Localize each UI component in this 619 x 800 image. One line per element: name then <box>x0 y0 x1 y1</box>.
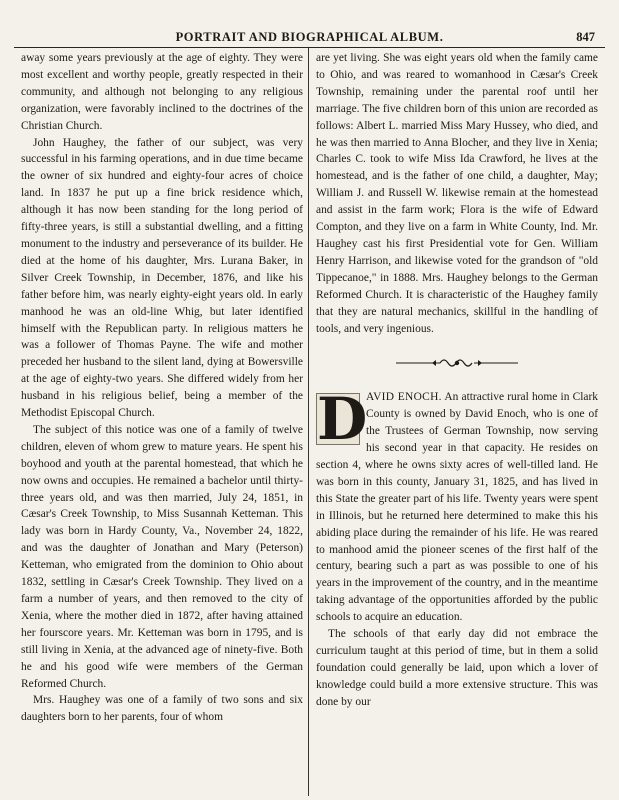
running-title: PORTRAIT AND BIOGRAPHICAL ALBUM. <box>175 30 444 44</box>
subject-name: AVID ENOCH. <box>366 391 442 404</box>
paragraph: away some years previously at the age of eighty. They were most excellent and worthy people, greatly respected in their community, and although not belonging to any religious organization, were favorably inclined to the doctrines of the Christian Church. <box>21 52 303 132</box>
page-header <box>0 0 619 52</box>
paragraph <box>316 385 598 626</box>
header-rule <box>14 47 605 48</box>
right-column <box>316 50 598 711</box>
paragraph: The subject of this notice was one of a family of twelve children, eleven of whom grew to mature years. He spent his boyhood and youth at the parental homestead, that which he now owns and occupies. He remained a bachelor until thirty-three years old, and was then married, July 24, 1851, in Cæsar's Creek Township, to Miss Susannah Ketteman. This lady was born in Hardy County, Va., November 24, 1822, and was the daughter of Jonathan and Mary (Peterson) Ketteman, who emigrated from the dominion to Ohio about 1832, settling in Cæsar's Creek Township. They lived on a farm a number of years, and then removed to the city of Xenia, where the mother died in 1872, after having attained her fourscore years. Mr. Ketteman was born in 1795, and is still living in Xenia, at the advanced age of ninety-five. Both he and his good wife were members of the German Reformed Church. <box>21 423 303 690</box>
ornamental-divider-icon <box>316 343 598 383</box>
column-divider <box>308 48 309 796</box>
left-column <box>21 50 303 726</box>
paragraph: John Haughey, the father of our subject, was very successful in his farming operations, and in due time became the owner of six hundred and eighty-four acres of choice land. In 1837 he put up a fine brick residence which, although it has now been standing for the long period of fifty-three years, is still a substantial dwelling, and a fitting monument to the industry and perseverance of its builder. He died at the home of his daughter, Mrs. Lurana Baker, in Silver Creek Township, in December, 1876, and like his father before him, was nearly eighty-eight years old. In early manhood he was an old-line Whig, but later identified himself with the Republican party. In religious matters he was a follower of Thomas Payne. The wife and mother preceded her husband to the silent land, dying at Bowersville at the age of eighty-two years. She differed widely from her husband in his religious belief, being a member of the Methodist Episcopal Church. <box>21 136 303 420</box>
paragraph-body: An attractive rural home in Clark County is owned by David Enoch, who is one of the Trustees of German Township, now serving his second year in that capacity. He resides on section 4, where he owns sixty acres of well-tilled land. He was born in this county, January 31, 1825, and has lived in this State the greater part of his life. Twenty years were spent in Illinois, but he returned here determined to make this his abiding place during the remainder of his life. He was reared to manhood amid the pioneer scenes of the first half of the century, bearing such a part as was possible to one of his years in the improvement of the country, and in the meantime taking advantage of the opportunities afforded by the public schools to acquire an education. <box>316 391 598 624</box>
drop-cap: D <box>317 385 368 454</box>
paragraph: are yet living. She was eight years old when the family came to Ohio, and was reared to womanhood in Cæsar's Creek Township, remaining under the parental roof until her marriage. The five children born of this union are recorded as follows: Albert L. married Miss Mary Hussey, who died, and he was then married to Anna Blocher, and they live in Xenia; Charles C. took to wife Miss Ida Crawford, he lives at the homestead, and is the father of one child, a daughter, May; William J. and Russell W. likewise remain at the homestead and assist in the farm work; Flora is the wife of Edward Compton, and they live on a farm in White County, Ind. Mr. Haughey cast his first Presidential vote for Gen. William Henry Harrison, and likewise voted for the grandson of "old Tippecanoe," in 1888. Mrs. Haughey belongs to the German Reformed Church. It is characteristic of the Haughey family that they are natural mechanics, skillful in the handling of tools, and very ingenious. <box>316 52 598 335</box>
paragraph: Mrs. Haughey was one of a family of two sons and six daughters born to her parents, four of whom <box>21 694 303 724</box>
paragraph: The schools of that early day did not embrace the curriculum taught at this period of time, but in them a solid foundation could generally be laid, upon which a lover of knowledge could build a more extensive structure. This was done by our <box>316 628 598 708</box>
page-number: 847 <box>576 30 595 44</box>
